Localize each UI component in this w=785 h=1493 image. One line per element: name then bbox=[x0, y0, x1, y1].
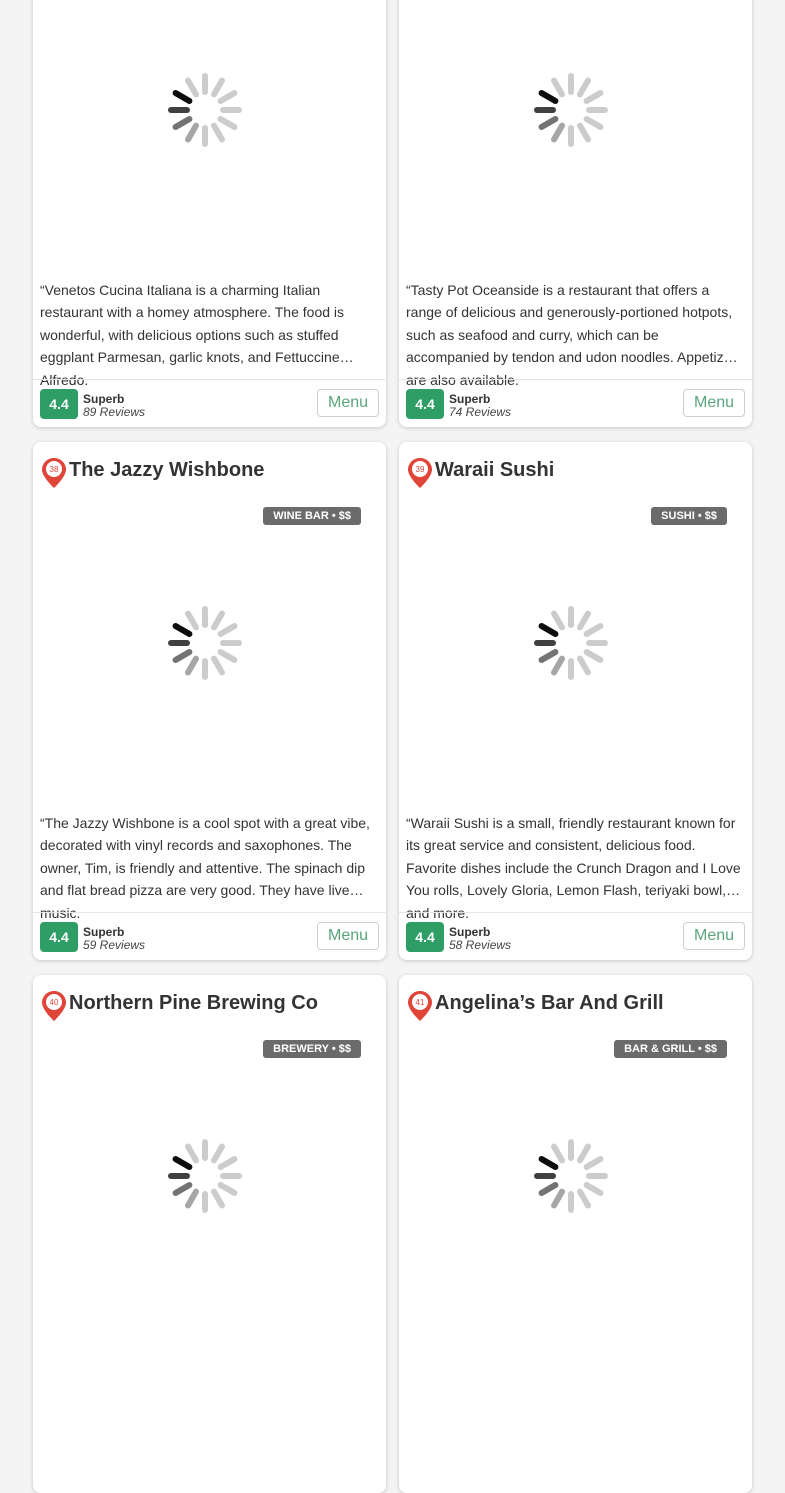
category-price-tag: SUSHI • $$ bbox=[651, 507, 727, 525]
review-count[interactable]: 58 Reviews bbox=[449, 938, 512, 952]
menu-button[interactable]: Menu bbox=[317, 389, 379, 417]
pin-number: 38 bbox=[49, 465, 59, 474]
restaurant-title[interactable]: The Jazzy Wishbone bbox=[69, 459, 265, 481]
map-pin-icon bbox=[41, 990, 67, 1022]
map-pin-icon bbox=[41, 457, 67, 489]
menu-button[interactable]: Menu bbox=[683, 922, 745, 950]
restaurant-card[interactable] bbox=[399, 975, 752, 1493]
loading-spinner-icon bbox=[533, 605, 609, 681]
restaurant-card[interactable] bbox=[33, 442, 386, 960]
rating-label: Superb bbox=[449, 925, 491, 939]
card-footer bbox=[33, 912, 386, 961]
restaurant-description: “The Jazzy Wishbone is a cool spot with a great vibe, decorated with vinyl records and saxophones. The owner, Tim, is friendly and attentive. The spinach dip and flat bread pizza are very good. They have live music. bbox=[40, 815, 370, 921]
restaurant-card[interactable] bbox=[399, 442, 752, 960]
restaurant-card[interactable] bbox=[33, 975, 386, 1493]
map-pin-icon bbox=[407, 990, 433, 1022]
rating-score: 4.4 bbox=[40, 922, 78, 952]
loading-spinner-icon bbox=[533, 1138, 609, 1214]
rating-score: 4.4 bbox=[406, 389, 444, 419]
loading-spinner-icon bbox=[533, 72, 609, 148]
loading-spinner-icon bbox=[167, 1138, 243, 1214]
rating-label: Superb bbox=[83, 925, 125, 939]
loading-spinner-icon bbox=[167, 72, 243, 148]
map-pin-icon bbox=[407, 457, 433, 489]
rating-score: 4.4 bbox=[40, 389, 78, 419]
category-price-tag: BREWERY • $$ bbox=[263, 1040, 361, 1058]
rating-label: Superb bbox=[83, 392, 125, 406]
category-price-tag: WINE BAR • $$ bbox=[263, 507, 361, 525]
review-count[interactable]: 59 Reviews bbox=[83, 938, 146, 952]
restaurant-title[interactable]: Waraii Sushi bbox=[435, 459, 555, 481]
restaurant-description: “Venetos Cucina Italiana is a charming Italian restaurant with a homey atmosphere. The food is wonderful, with delicious options such as stuffed eggplant Parmesan, garlic knots, and Fettuccine Alfredo. bbox=[40, 282, 345, 388]
card-footer bbox=[399, 379, 752, 428]
rating-score: 4.4 bbox=[406, 922, 444, 952]
menu-button[interactable]: Menu bbox=[317, 922, 379, 950]
restaurant-description: “Tasty Pot Oceanside is a restaurant that offers a range of delicious and generously-portioned hotpots, such as seafood and curry, which can be accompanied by tendon and udon noodles. Appetizers are also available. bbox=[406, 282, 744, 388]
pin-number: 39 bbox=[415, 465, 425, 474]
menu-button[interactable]: Menu bbox=[683, 389, 745, 417]
review-count[interactable]: 74 Reviews bbox=[449, 405, 512, 419]
restaurant-card[interactable] bbox=[399, 0, 752, 427]
restaurant-description: “Waraii Sushi is a small, friendly restaurant known for its great service and consistent, delicious food. Favorite dishes include the Crunch Dragon and I Love You rolls, Lovely Gloria, Lemon Flash, teriyaki bowl, and more. bbox=[406, 815, 741, 921]
restaurant-title[interactable]: Angelina’s Bar And Grill bbox=[435, 992, 664, 1014]
rating-label: Superb bbox=[449, 392, 491, 406]
restaurant-card[interactable] bbox=[33, 0, 386, 427]
card-footer bbox=[399, 912, 752, 961]
pin-number: 41 bbox=[415, 998, 425, 1007]
pin-number: 40 bbox=[49, 998, 59, 1007]
restaurant-title[interactable]: Northern Pine Brewing Co bbox=[69, 992, 318, 1014]
card-footer bbox=[33, 379, 386, 428]
review-count[interactable]: 89 Reviews bbox=[83, 405, 146, 419]
category-price-tag: BAR & GRILL • $$ bbox=[614, 1040, 727, 1058]
loading-spinner-icon bbox=[167, 605, 243, 681]
